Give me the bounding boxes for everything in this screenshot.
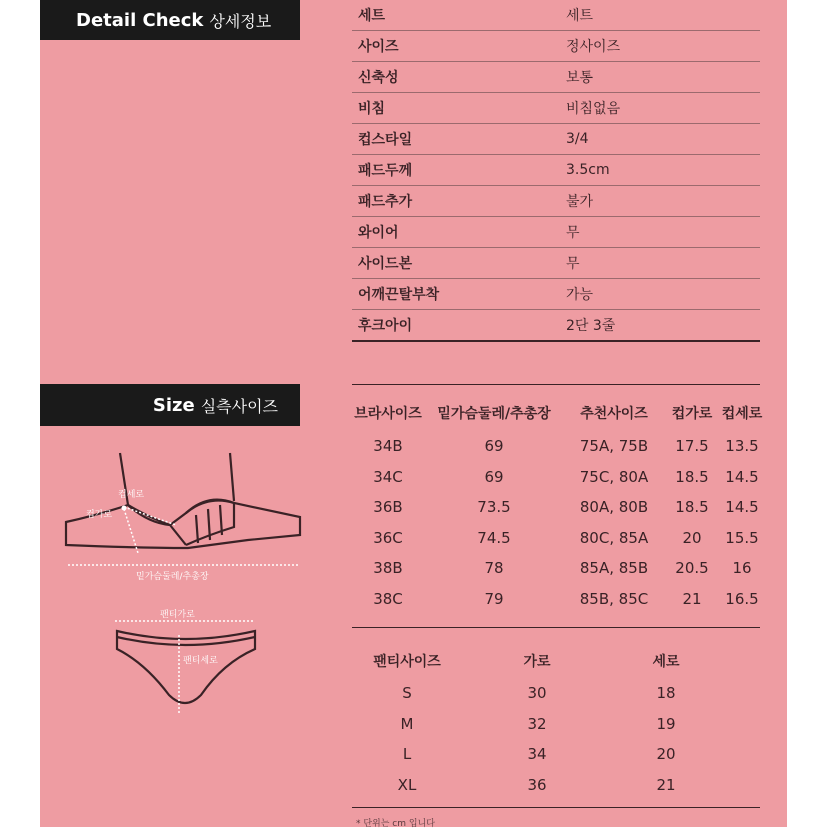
- table-cell: 20.5: [675, 559, 709, 578]
- table-cell: XL: [397, 775, 417, 794]
- bra-table-top-rule: [352, 384, 760, 385]
- detail-value: 3.5cm: [566, 162, 610, 178]
- column-header: 브라사이즈: [354, 406, 422, 422]
- detail-label: 컵스타일: [358, 132, 413, 148]
- table-cell: M: [400, 714, 414, 733]
- table-row: [352, 462, 764, 493]
- detail-check-title: Detail Check: [76, 9, 204, 31]
- detail-value: 불가: [566, 194, 594, 210]
- bra-size-table: [352, 395, 764, 614]
- panty-width-label: 팬티가로: [160, 610, 195, 620]
- table-cell: 36B: [373, 498, 403, 517]
- table-cell: 36C: [373, 528, 403, 547]
- detail-row: [352, 217, 760, 248]
- table-cell: 20: [682, 528, 702, 547]
- table-row: [352, 431, 764, 462]
- table-cell: 69: [484, 437, 504, 456]
- table-row: [352, 739, 760, 770]
- detail-check-subtitle: 상세정보: [209, 11, 272, 31]
- cup-width-label: 컵가로: [86, 510, 113, 520]
- detail-label: 사이드본: [358, 256, 413, 272]
- detail-row: [352, 124, 760, 155]
- detail-check-header: [40, 0, 300, 40]
- detail-row: [352, 186, 760, 217]
- table-cell: 38B: [373, 559, 403, 578]
- detail-value: 무: [566, 256, 580, 272]
- table-cell: 69: [484, 467, 504, 486]
- detail-value: 세트: [566, 8, 594, 24]
- detail-row: [352, 93, 760, 124]
- table-row: [352, 523, 764, 554]
- detail-value: 가능: [566, 287, 594, 303]
- panty-outline-icon: [117, 631, 255, 703]
- panty-diagram: [105, 605, 265, 720]
- column-header: 팬티사이즈: [373, 654, 441, 670]
- detail-label: 와이어: [358, 225, 399, 241]
- detail-label: 사이즈: [358, 39, 399, 55]
- table-cell: 21: [656, 775, 676, 794]
- table-cell: 78: [484, 559, 504, 578]
- column-header: 가로: [523, 654, 551, 670]
- cup-height-label: 컵세로: [118, 490, 145, 500]
- table-row: [352, 678, 760, 709]
- table-cell: 34B: [373, 437, 403, 456]
- detail-label: 어깨끈탈부착: [358, 287, 440, 303]
- detail-value: 비침없음: [566, 101, 621, 117]
- detail-row: [352, 155, 760, 186]
- table-cell: 21: [682, 589, 702, 608]
- table-cell: 18.5: [675, 467, 709, 486]
- table-row: [352, 553, 764, 584]
- detail-label: 세트: [358, 8, 386, 24]
- table-cell: 16: [732, 559, 752, 578]
- detail-value: 2단 3줄: [566, 318, 616, 334]
- table-cell: 80A, 80B: [579, 498, 649, 517]
- table-header-row: [352, 644, 760, 678]
- detail-label: 비침: [358, 101, 386, 117]
- detail-row: [352, 279, 760, 310]
- table-cell: 34: [527, 745, 547, 764]
- column-header: 세로: [652, 654, 680, 670]
- detail-row: [352, 62, 760, 93]
- table-cell: 16.5: [725, 589, 759, 608]
- table-cell: 14.5: [725, 498, 759, 517]
- detail-table: [352, 0, 760, 342]
- table-header-row: [352, 395, 764, 431]
- table-cell: 36: [527, 775, 547, 794]
- table-cell: 79: [484, 589, 504, 608]
- table-row: [352, 770, 760, 801]
- table-cell: L: [402, 745, 412, 764]
- size-header: [40, 384, 300, 426]
- table-row: [352, 584, 764, 615]
- detail-value: 3/4: [566, 131, 589, 147]
- table-cell: 17.5: [675, 437, 709, 456]
- column-header: 밑가슴둘레/추총장: [437, 406, 551, 422]
- detail-row: [352, 310, 760, 342]
- detail-label: 신축성: [358, 70, 399, 86]
- table-cell: 13.5: [725, 437, 759, 456]
- table-cell: 32: [527, 714, 547, 733]
- table-cell: 38C: [373, 589, 403, 608]
- table-cell: 80C, 85A: [579, 528, 649, 547]
- size-subtitle: 실측사이즈: [200, 396, 278, 416]
- detail-row: [352, 248, 760, 279]
- underbust-label: 밑가슴둘레/추총장: [136, 572, 209, 582]
- table-cell: 75A, 75B: [579, 437, 649, 456]
- table-cell: S: [402, 684, 412, 703]
- table-cell: 74.5: [477, 528, 511, 547]
- footnote: * 단위는 cm 입니다: [356, 819, 435, 829]
- detail-value: 무: [566, 225, 580, 241]
- table-cell: 73.5: [477, 498, 511, 517]
- column-header: 추천사이즈: [580, 406, 648, 422]
- detail-label: 후크아이: [358, 318, 413, 334]
- size-title: Size: [152, 394, 195, 416]
- table-cell: 18: [656, 684, 676, 703]
- table-cell: 85B, 85C: [579, 589, 649, 608]
- cup-point-icon: [122, 506, 127, 511]
- table-cell: 19: [656, 714, 676, 733]
- table-cell: 15.5: [725, 528, 759, 547]
- detail-label: 패드두께: [358, 163, 413, 179]
- panty-height-label: 팬티세로: [183, 656, 218, 666]
- detail-value: 보통: [566, 70, 594, 86]
- panty-table-bottom-rule: [352, 807, 760, 808]
- detail-value: 정사이즈: [566, 39, 621, 55]
- bra-table-bottom-rule: [352, 627, 760, 628]
- table-cell: 14.5: [725, 467, 759, 486]
- table-cell: 18.5: [675, 498, 709, 517]
- table-row: [352, 709, 760, 740]
- bra-diagram: [58, 445, 308, 595]
- detail-label: 패드추가: [358, 194, 413, 210]
- column-header: 컵세로: [721, 406, 763, 422]
- bra-outline-icon: [66, 453, 300, 548]
- table-cell: 75C, 80A: [579, 467, 649, 486]
- table-cell: 30: [527, 684, 547, 703]
- detail-row: [352, 0, 760, 31]
- panty-size-table: [352, 644, 760, 800]
- table-cell: 20: [656, 745, 676, 764]
- table-row: [352, 492, 764, 523]
- table-cell: 34C: [373, 467, 403, 486]
- column-header: 컵가로: [671, 406, 713, 422]
- detail-row: [352, 31, 760, 62]
- table-cell: 85A, 85B: [579, 559, 649, 578]
